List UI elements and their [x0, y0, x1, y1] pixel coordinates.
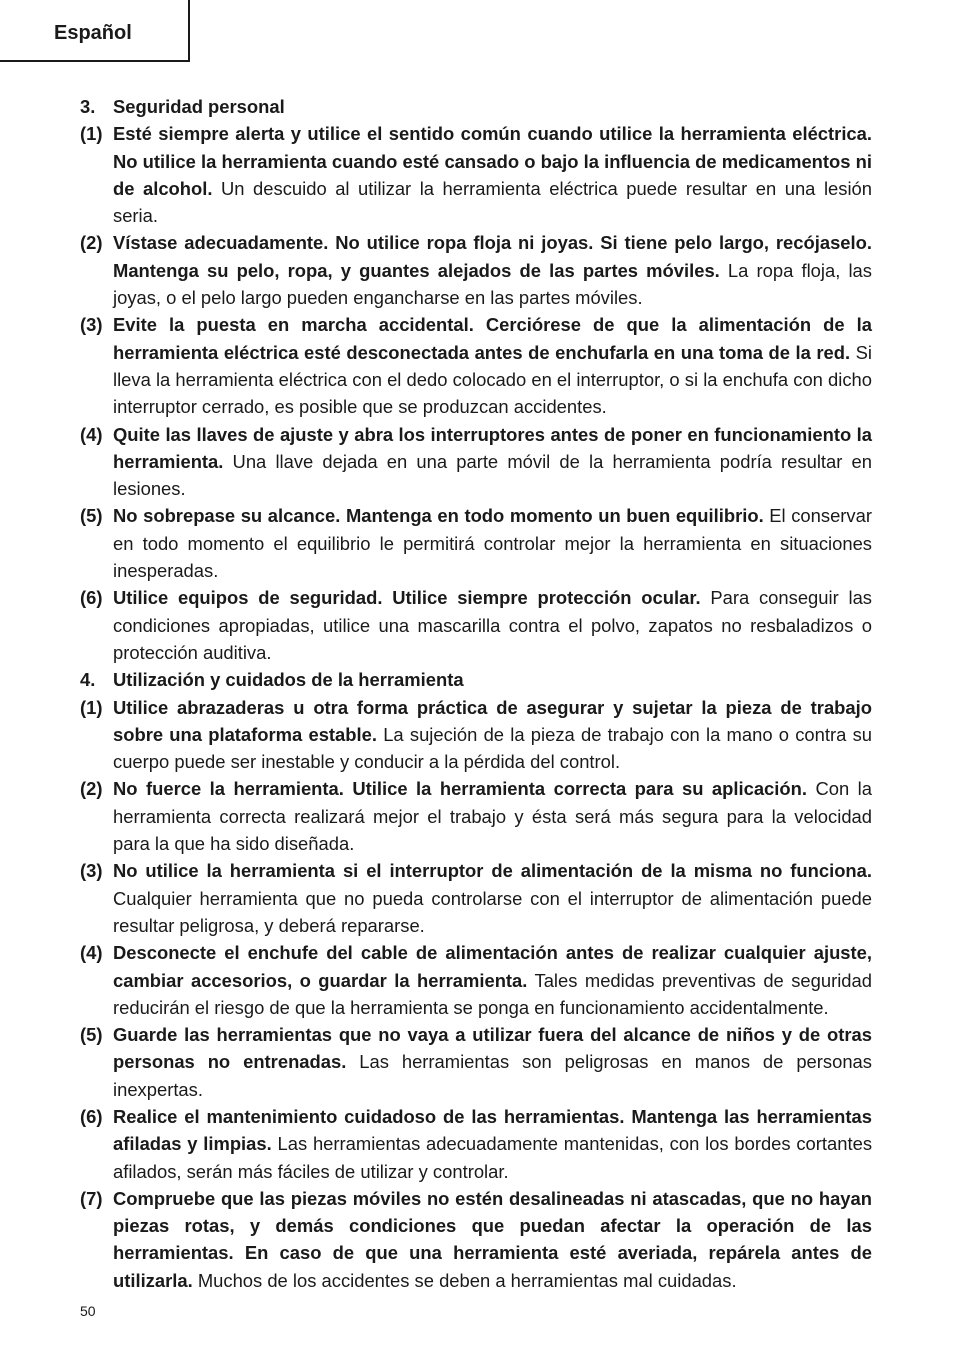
item-plain-text: Para conseguir las condiciones apropiadas, utilice una mascarilla contra el polvo, zapatos no resbaladizos o protección auditiva. [113, 587, 872, 663]
item-bold-text: Realice el mantenimiento cuidadoso de las herramientas. Mantenga las herramientas afiladas y limpias. [113, 1105, 872, 1155]
item-number: (7) [80, 1187, 103, 1209]
list-item [80, 311, 872, 420]
item-number: (4) [80, 423, 103, 445]
section-title: Seguridad personal [113, 96, 285, 117]
item-bold-text: No sobrepase su alcance. Mantenga en todo momento un buen equilibrio. [113, 505, 764, 527]
item-text [113, 421, 872, 503]
item-plain-text: Muchos de los accidentes se deben a herramientas mal cuidadas. [192, 1269, 737, 1291]
item-bold-text: Guarde las herramientas que no vaya a utilizar fuera del alcance de niños y de otras personas no entrenadas. [113, 1024, 872, 1073]
item-bold-text: No fuerce la herramienta. Utilice la herramienta correcta para su aplicación. [113, 778, 807, 800]
language-tab [0, 0, 190, 62]
list-item [80, 1021, 872, 1103]
item-text [113, 857, 872, 939]
item-bold-text: Vístase adecuadamente. No utilice ropa floja ni joyas. Si tiene pelo largo, recójaselo. Mantenga su pelo, ropa, y guantes alejados de las partes móviles. [113, 232, 872, 281]
item-bold-text: Quite las llaves de ajuste y abra los interruptores antes de poner en funcionamiento la herramienta. [113, 423, 872, 472]
item-text [113, 311, 872, 420]
item-number: (5) [80, 1024, 103, 1046]
item-plain-text: La sujeción de la pieza de trabajo con la mano o contra su cuerpo puede ser inestable y conducir a la pérdida del control. [113, 723, 872, 773]
item-number: (1) [80, 696, 103, 718]
list-item [80, 584, 872, 666]
section-heading [80, 666, 872, 693]
item-plain-text: Cualquier herramienta que no pueda controlarse con el interruptor de alimentación puede resultar peligrosa, y deberá repararse. [113, 887, 872, 936]
page-number: 50 [80, 1303, 96, 1319]
item-text [113, 229, 872, 311]
item-text [113, 502, 872, 584]
section-title: Utilización y cuidados de la herramienta [113, 669, 464, 691]
item-plain-text: El conservar en todo momento el equilibrio le permitirá controlar mejor la herramienta en situaciones inesperadas. [113, 505, 872, 582]
item-number: (6) [80, 1105, 103, 1127]
item-bold-text: Evite la puesta en marcha accidental. Cerciórese de que la alimentación de la herramienta eléctrica esté desconectada antes de enchufarla en una toma de la red. [113, 314, 872, 363]
list-item [80, 229, 872, 311]
item-text [113, 1185, 872, 1294]
item-text [113, 775, 872, 857]
section-number: 3. [80, 96, 96, 117]
item-text [113, 1021, 872, 1103]
item-text [113, 694, 872, 776]
item-plain-text: Una llave dejada en una parte móvil de la herramienta podría resultar en lesiones. [113, 450, 872, 500]
language-label: Español [54, 22, 132, 44]
item-text [113, 1103, 872, 1185]
item-plain-text: Si lleva la herramienta eléctrica con el dedo colocado en el interruptor, o si la enchufa con dicho interruptor cerrado, es posible que se produzcan accidentes. [113, 341, 872, 418]
item-number: (1) [80, 123, 103, 145]
list-item [80, 939, 872, 1021]
list-item [80, 120, 872, 229]
item-bold-text: Desconecte el enchufe del cable de alimentación antes de realizar cualquier ajuste, cambiar accesorios, o guardar la herramienta. [113, 942, 872, 991]
item-text [113, 120, 872, 229]
document-body [80, 93, 872, 1294]
item-plain-text: Tales medidas preventivas de seguridad reducirán el riesgo de que la herramienta se ponga en funcionamiento accidentalmente. [113, 969, 872, 1018]
section-number: 4. [80, 669, 96, 691]
item-number: (6) [80, 587, 103, 609]
item-plain-text: Las herramientas son peligrosas en manos de personas inexpertas. [113, 1051, 872, 1100]
item-bold-text: Utilice abrazaderas u otra forma práctica de asegurar y sujetar la pieza de trabajo sobre una plataforma estable. [113, 696, 872, 745]
item-text [113, 939, 872, 1021]
item-bold-text: No utilice la herramienta si el interruptor de alimentación de la misma no funciona. [113, 860, 872, 882]
list-item [80, 694, 872, 776]
item-bold-text: Compruebe que las piezas móviles no estén desalineadas ni atascadas, que no hayan piezas rotas, y demás condiciones que puedan afectar la operación de las herramientas. En caso de que una herramienta esté averiada, repárela antes de utilizarla. [113, 1187, 872, 1291]
item-number: (2) [80, 232, 103, 254]
item-plain-text: Las herramientas adecuadamente mantenidas, con los bordes cortantes afilados, serán más fáciles de utilizar y controlar. [113, 1133, 873, 1182]
list-item [80, 1103, 872, 1185]
item-number: (2) [80, 778, 103, 800]
item-bold-text: Esté siempre alerta y utilice el sentido común cuando utilice la herramienta eléctrica. No utilice la herramienta cuando esté cansado o bajo la influencia de medicamentos ni de alcohol. [113, 123, 872, 199]
item-bold-text: Utilice equipos de seguridad. Utilice siempre protección ocular. [113, 587, 701, 609]
list-item [80, 421, 872, 503]
item-plain-text: La ropa floja, las joyas, o el pelo largo pueden engancharse en las partes móviles. [113, 259, 872, 309]
item-number: (5) [80, 505, 103, 527]
list-item [80, 502, 872, 584]
list-item [80, 1185, 872, 1294]
item-plain-text: Un descuido al utilizar la herramienta eléctrica puede resultar en una lesión seria. [113, 177, 872, 227]
item-number: (4) [80, 942, 103, 964]
item-text [113, 584, 872, 666]
item-number: (3) [80, 860, 103, 882]
list-item [80, 857, 872, 939]
item-number: (3) [80, 314, 103, 336]
section-heading [80, 93, 872, 120]
list-item [80, 775, 872, 857]
item-plain-text: Con la herramienta correcta realizará mejor el trabajo y ésta será más segura para la velocidad para la que ha sido diseñada. [113, 778, 872, 855]
